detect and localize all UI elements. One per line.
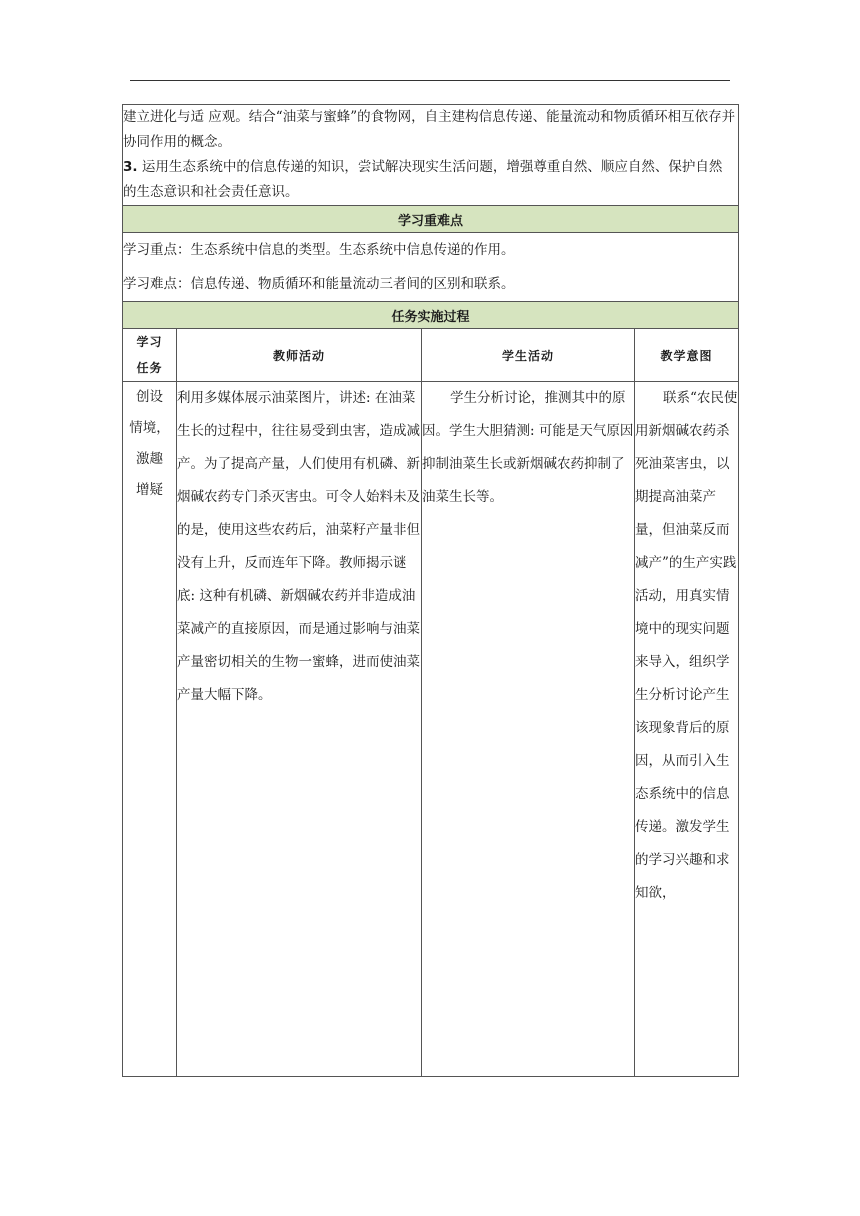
objective-line: 建立进化与适 应观。结合“油菜与蜜蜂”的食物网，自主建构信息传递、能量流动和物质循环相互依存并协同作用的概念。 xyxy=(123,109,736,150)
key-points-heading: 学习重难点 xyxy=(123,206,739,233)
task-name-cell xyxy=(123,382,177,1077)
student-activity-cell xyxy=(422,382,635,1077)
key-points-cell xyxy=(123,233,739,302)
header-rule xyxy=(130,80,730,81)
lesson-table xyxy=(122,104,739,1077)
task-line-4: 增疑 xyxy=(136,482,163,498)
column-header-row xyxy=(123,329,739,382)
teaching-intent-cell xyxy=(635,382,739,1077)
teacher-activity-text: 利用多媒体展示油菜图片，讲述: 在油菜生长的过程中，往往易受到虫害，造成减产。为了提高产量，人们使用有机磷、新烟碱农药专门杀灭害虫。可令人始料未及的是，使用这些农药后，油菜籽产量非但没有上升，反而连年下降。教师揭示谜底: 这种有机磷、新烟碱农药并非造成油菜减产的直接原因，而是通过影响与油菜产量密切相关的生物一蜜蜂，进而使油菜产量大幅下降。 xyxy=(177,390,420,703)
col-header-teacher: 教师活动 xyxy=(177,329,422,382)
learning-difficulty: 学习难点：信息传递、物质循环和能量流动三者间的区别和联系。 xyxy=(123,276,515,292)
col-header-intent: 教学意图 xyxy=(635,329,739,382)
key-points-row xyxy=(123,233,739,302)
task-line-2: 情境， xyxy=(129,420,170,436)
task-line-1: 创设 xyxy=(136,389,163,405)
process-heading-row xyxy=(123,302,739,329)
objective-item-3 xyxy=(123,155,738,205)
process-heading: 任务实施过程 xyxy=(123,302,739,329)
objectives-cell xyxy=(123,105,739,206)
col-header-task xyxy=(123,329,177,382)
student-activity-text: 学生分析讨论，推测其中的原因。学生大胆猜测: 可能是天气原因抑制油菜生长或新烟碱农药抑制了油菜生长等。 xyxy=(422,390,634,505)
task-line-3: 激趣 xyxy=(136,451,163,467)
teacher-activity-cell xyxy=(177,382,422,1077)
intro-row xyxy=(123,105,739,206)
item-text: 运用生态系统中的信息传递的知识，尝试解决现实生活问题，增强尊重自然、顺应自然、保护自然 的生态意识和社会责任意识。 xyxy=(123,159,723,200)
task-row xyxy=(123,382,739,1077)
key-points-heading-row xyxy=(123,206,739,233)
col-header-student: 学生活动 xyxy=(422,329,635,382)
item-number: 3. xyxy=(123,159,138,175)
teaching-intent-text: 联系“农民使用新烟碱农药杀死油菜害虫，以期提高油菜产量，但油菜反而减产”的生产实践活动，用真实情境中的现实问题来导入，组织学生分析讨论产生该现象背后的原因，从而引入生态系统中的信息传递。激发学生的学习兴趣和求知欲， xyxy=(635,390,738,901)
col-header-task-line2: 任务 xyxy=(136,361,163,375)
learning-focus: 学习重点：生态系统中信息的类型。生态系统中信息传递的作用。 xyxy=(123,242,515,258)
col-header-task-line1: 学习 xyxy=(136,335,163,349)
